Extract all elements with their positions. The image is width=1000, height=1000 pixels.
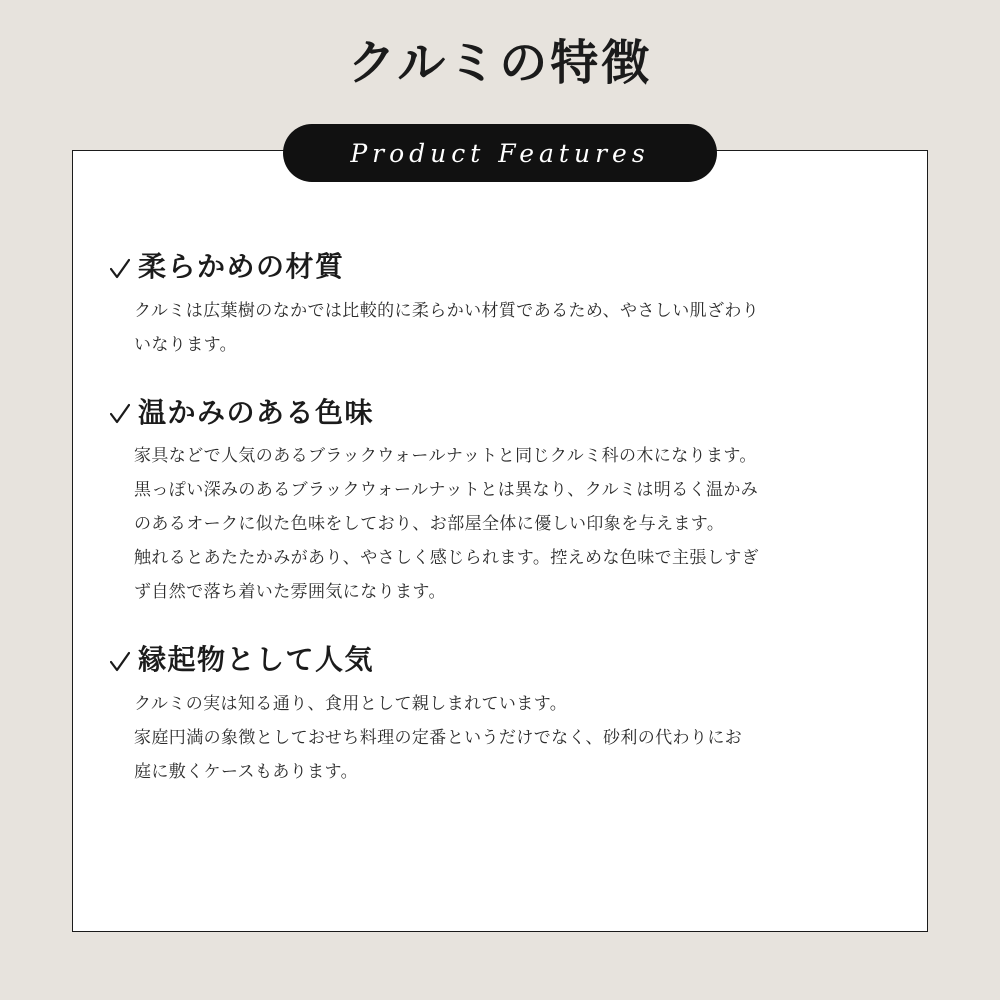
feature-body (134, 687, 900, 789)
feature-title: 温かみのある色味 (138, 395, 375, 429)
feature-header (110, 396, 900, 430)
panel-border-right (927, 150, 928, 932)
panel-border-bottom (72, 931, 928, 932)
feature-line: 触れるとあたたかみがあり、やさしく感じられます。控えめな色味で主張しすぎ (134, 548, 760, 569)
feature-header (110, 643, 900, 677)
feature-line: クルミの実は知る通り、食用として親しまれています。 (134, 693, 568, 714)
feature-line: 庭に敷くケースもあります。 (134, 761, 358, 782)
feature-item (110, 643, 900, 789)
feature-title: 縁起物として人気 (138, 643, 375, 677)
feature-header (110, 250, 900, 284)
feature-line: のあるオークに似た色味をしており、お部屋全体に優しい印象を与えます。 (134, 514, 725, 535)
ribbon-label: Product Features (350, 138, 650, 168)
page-title: クルミの特徴 (347, 35, 653, 91)
feature-line: 家具などで人気のあるブラックウォールナットと同じクルミ科の木になります。 (134, 446, 757, 467)
feature-line: ず自然で落ち着いた雰囲気になります。 (134, 582, 446, 603)
feature-line: 黒っぽい深みのあるブラックウォールナットとは異なり、クルミは明るく温かみ (134, 480, 759, 501)
check-icon (110, 403, 130, 425)
feature-title: 柔らかめの材質 (138, 250, 345, 283)
ribbon-badge (283, 124, 717, 182)
features-list (110, 250, 900, 789)
check-icon (110, 651, 130, 673)
feature-item (110, 250, 900, 362)
feature-body (134, 294, 900, 362)
check-icon (110, 258, 130, 280)
feature-line: いなります。 (134, 334, 238, 355)
feature-body (134, 439, 900, 609)
panel-border-left (72, 150, 73, 932)
feature-item (110, 396, 900, 610)
feature-line: クルミは広葉樹のなかでは比較的に柔らかい材質であるため、やさしい肌ざわり (134, 300, 760, 321)
feature-line: 家庭円満の象徴としておせち料理の定番というだけでなく、砂利の代わりにお (134, 727, 743, 748)
